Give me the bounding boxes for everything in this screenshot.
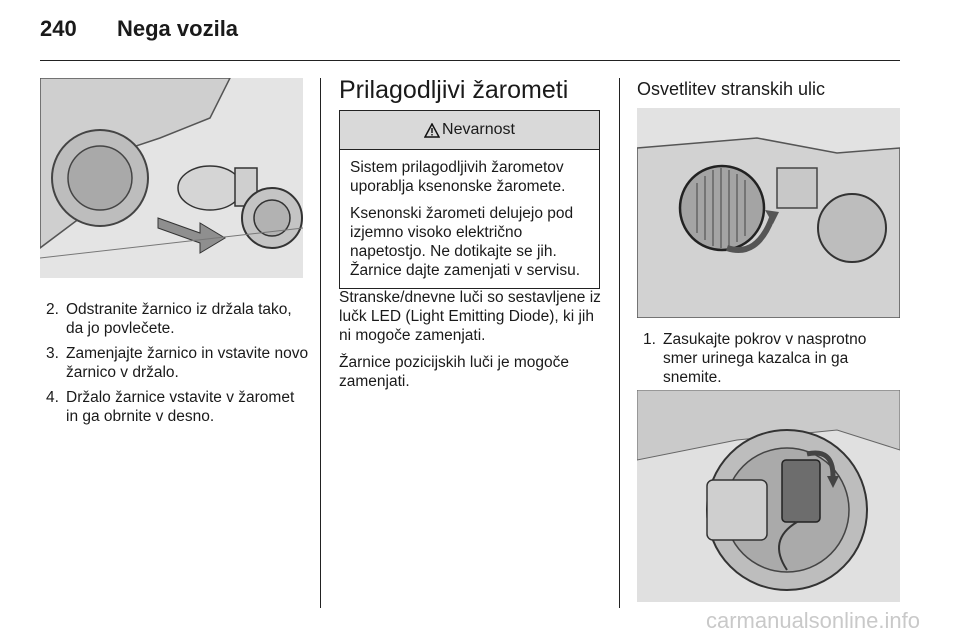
step-text: Odstranite žarnico iz držala tako, da jo povlečete.: [66, 301, 292, 337]
cover-removal-illustration: [637, 108, 900, 318]
list-item: [637, 330, 892, 387]
section-heading-adaptive-headlights: Prilagodljivi žarometi: [339, 76, 569, 104]
left-steps-list: [40, 300, 310, 432]
watermark-text: carmanualsonline.info: [705, 608, 920, 633]
step-number: 1.: [643, 331, 656, 348]
step-number: 2.: [46, 301, 59, 318]
bulb-removal-illustration: [40, 78, 303, 278]
header-rule: [40, 60, 900, 61]
bulb-holder-illustration: [637, 390, 900, 602]
list-item: [40, 388, 310, 426]
cover-removal-drawing: [637, 108, 900, 318]
bulb-holder-drawing: [637, 390, 900, 602]
warning-body: [340, 150, 599, 288]
warning-paragraph: Sistem prilagodljivih žarometov uporablja ksenonske žaromete.: [350, 159, 566, 195]
body-paragraph: Stranske/dnevne luči so sestavljene iz lučk LED (Light Emitting Diode), ki jih ni mogoče zamenjati.: [339, 289, 601, 344]
page-title: Nega vozila: [117, 16, 239, 41]
list-item: [40, 300, 310, 338]
warning-title: Nevarnost: [442, 121, 515, 138]
step-number: 4.: [46, 389, 59, 406]
step-number: 3.: [46, 345, 59, 362]
section-heading-cornering-light: Osvetlitev stranskih ulic: [637, 79, 826, 99]
column-divider-left: [320, 78, 321, 608]
warning-triangle-icon: [424, 123, 440, 138]
column-divider-right: [619, 78, 620, 608]
step-text: Držalo žarnice vstavite v žaromet in ga obrnite v desno.: [66, 389, 295, 425]
bulb-removal-drawing: [40, 78, 303, 278]
body-paragraph: Žarnice pozicijskih luči je mogoče zamenjati.: [339, 354, 570, 390]
warning-paragraph: Ksenonski žarometi delujejo pod izjemno visoko električno napetostjo. Ne dotikajte se jih. Žarnice dajte zamenjati v servisu.: [350, 205, 581, 279]
warning-header: [340, 111, 599, 150]
danger-warning-box: [339, 110, 600, 289]
step-text: Zasukajte pokrov v nasprotno smer urinega kazalca in ga snemite.: [663, 331, 867, 386]
list-item: [40, 344, 310, 382]
page-number: 240: [40, 16, 77, 41]
step-text: Zamenjajte žarnico in vstavite novo žarnico v držalo.: [66, 345, 309, 381]
body-text-block: [339, 288, 604, 399]
right-steps-list: [637, 330, 892, 393]
